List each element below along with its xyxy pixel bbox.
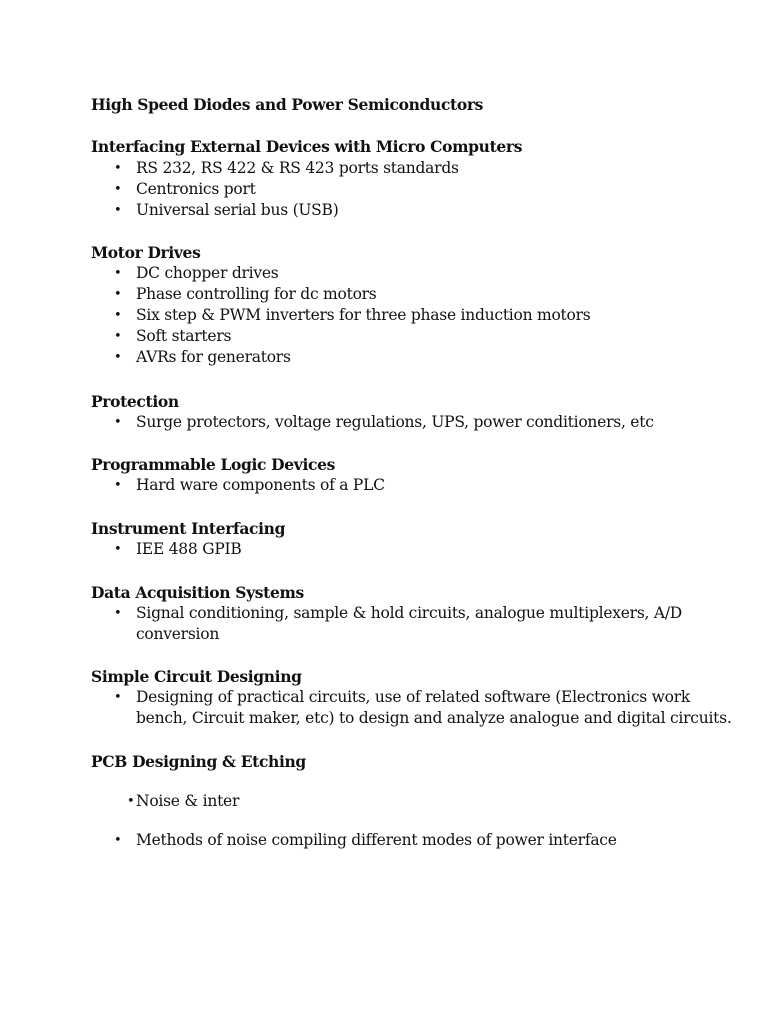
section-heading: Motor Drives	[91, 243, 201, 262]
list-item: Methods of noise compiling different modes of power interface	[136, 831, 617, 849]
list-item-line: conversion	[136, 625, 220, 643]
bullet-icon: •	[114, 350, 122, 365]
bullet-icon: •	[114, 833, 122, 848]
bullet-icon: •	[114, 308, 122, 323]
bullet-icon: •	[114, 329, 122, 344]
list-item-line: Signal conditioning, sample & hold circuits, analogue multiplexers, A/D	[136, 604, 682, 622]
section-heading: Simple Circuit Designing	[91, 667, 302, 686]
list-item: DC chopper drives	[136, 264, 279, 282]
section-heading: Protection	[91, 392, 179, 411]
bullet-icon: •	[114, 415, 122, 430]
bullet-icon: •	[114, 161, 122, 176]
list-item-line: Designing of practical circuits, use of related software (Electronics work	[136, 688, 691, 706]
list-item-line: bench, Circuit maker, etc) to design and analyze analogue and digital circuits.	[136, 709, 732, 727]
list-item: Noise & inter	[136, 792, 240, 810]
section-heading: High Speed Diodes and Power Semiconductors	[91, 95, 484, 114]
list-item: RS 232, RS 422 & RS 423 ports standards	[136, 159, 459, 177]
section-heading: PCB Designing & Etching	[91, 752, 306, 771]
section-heading: Instrument Interfacing	[91, 519, 286, 538]
list-item: Phase controlling for dc motors	[136, 285, 377, 303]
list-item: Six step & PWM inverters for three phase induction motors	[136, 306, 591, 324]
list-item: Hard ware components of a PLC	[136, 476, 385, 494]
bullet-icon: •	[114, 182, 122, 197]
list-item: Centronics port	[136, 180, 256, 198]
bullet-icon: •	[127, 794, 135, 809]
section-heading: Data Acquisition Systems	[91, 583, 304, 602]
bullet-icon: •	[114, 478, 122, 493]
bullet-icon: •	[114, 606, 122, 621]
list-item: Surge protectors, voltage regulations, UPS, power conditioners, etc	[136, 413, 654, 431]
list-item: Soft starters	[136, 327, 232, 345]
list-item: AVRs for generators	[136, 348, 291, 366]
section-heading: Programmable Logic Devices	[91, 455, 335, 474]
list-item: IEE 488 GPIB	[136, 540, 242, 558]
bullet-icon: •	[114, 690, 122, 705]
list-item: Universal serial bus (USB)	[136, 201, 339, 219]
section-heading: Interfacing External Devices with Micro Computers	[91, 137, 523, 156]
bullet-icon: •	[114, 266, 122, 281]
bullet-icon: •	[114, 287, 122, 302]
bullet-icon: •	[114, 542, 122, 557]
bullet-icon: •	[114, 203, 122, 218]
